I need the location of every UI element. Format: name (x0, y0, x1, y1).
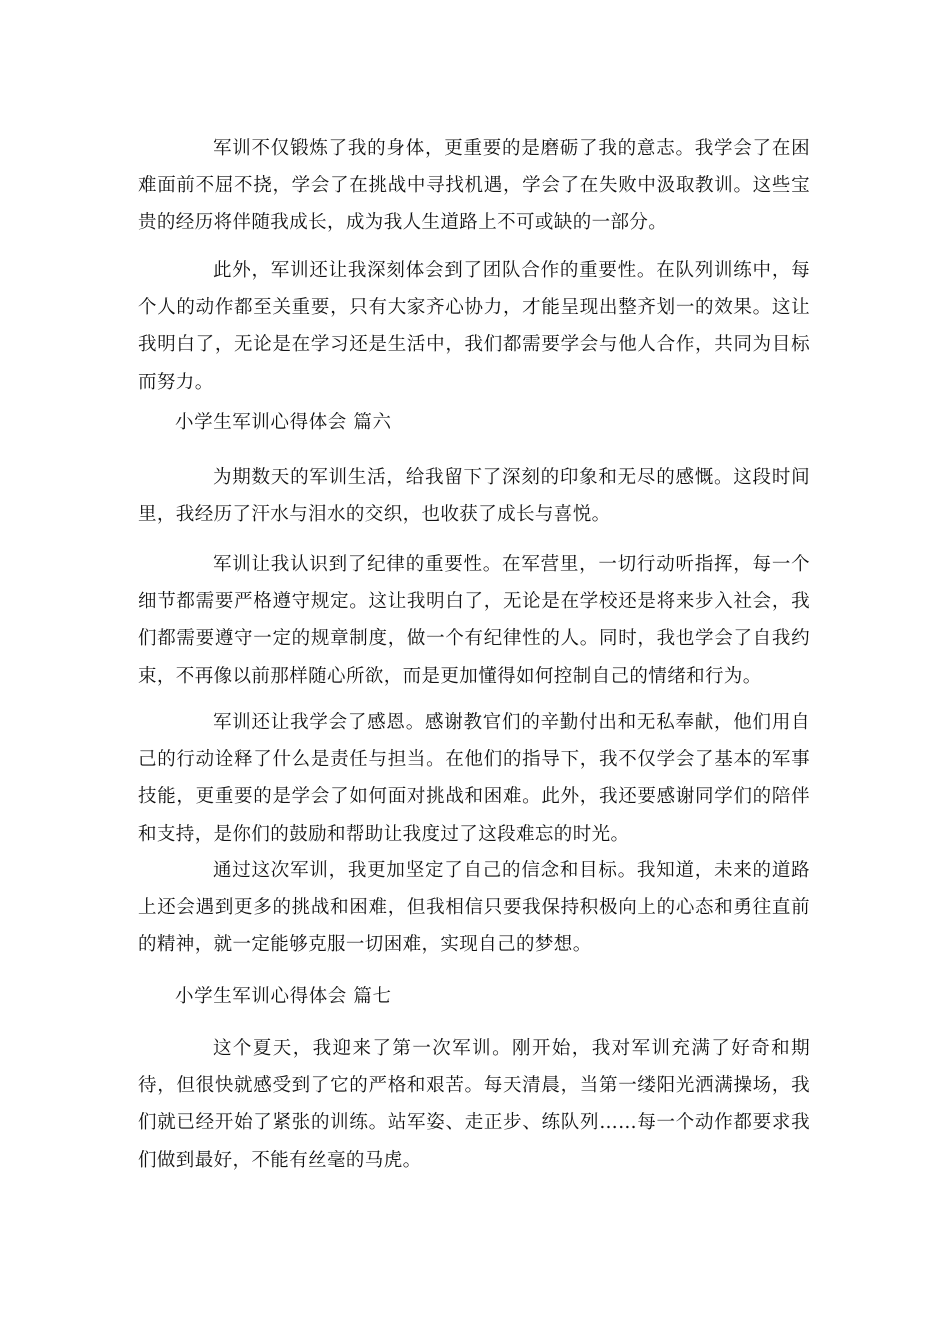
paragraph-first-training: 这个夏天，我迎来了第一次军训。刚开始，我对军训充满了好奇和期待，但很快就感受到了它的严格和艰苦。每天清晨，当第一缕阳光洒满操场，我们就已经开始了紧张的训练。站军姿、走正步、练队列……每一个动作都要求我们做到最好，不能有丝毫的马虎。 (138, 1038, 810, 1171)
paragraph-teamwork: 此外，军训还让我深刻体会到了团队合作的重要性。在队列训练中，每个人的动作都至关重要，只有大家齐心协力，才能呈现出整齐划一的效果。这让我明白了，无论是在学习还是生活中，我们都需要学会与他人合作，共同为目标而努力。 (138, 260, 810, 393)
section-heading-part-six: 小学生军训心得体会 篇六 (175, 412, 392, 433)
paragraph-impressions: 为期数天的军训生活，给我留下了深刻的印象和无尽的感慨。这段时间里，我经历了汗水与泪水的交织，也收获了成长与喜悦。 (138, 467, 810, 526)
paragraph-discipline: 军训让我认识到了纪律的重要性。在军营里，一切行动听指挥，每一个细节都需要严格遵守规定。这让我明白了，无论是在学校还是将来步入社会，我们都需要遵守一定的规章制度，做一个有纪律性的人。同时，我也学会了自我约束，不再像以前那样随心所欲，而是更加懂得如何控制自己的情绪和行为。 (138, 554, 810, 687)
paragraph-military-training-will: 军训不仅锻炼了我的身体，更重要的是磨砺了我的意志。我学会了在困难面前不屈不挠，学会了在挑战中寻找机遇，学会了在失败中汲取教训。这些宝贵的经历将伴随我成长，成为我人生道路上不可或缺的一部分。 (138, 138, 810, 234)
paragraph-gratitude: 军训还让我学会了感恩。感谢教官们的辛勤付出和无私奉献，他们用自己的行动诠释了什么是责任与担当。在他们的指导下，我不仅学会了基本的军事技能，更重要的是学会了如何面对挑战和困难。此外，我还要感谢同学们的陪伴和支持，是你们的鼓励和帮助让我度过了这段难忘的时光。 (138, 712, 810, 845)
section-heading-part-seven: 小学生军训心得体会 篇七 (175, 986, 392, 1007)
paragraph-belief-and-goals: 通过这次军训，我更加坚定了自己的信念和目标。我知道，未来的道路上还会遇到更多的挑战和困难，但我相信只要我保持积极向上的心态和勇往直前的精神，就一定能够克服一切困难，实现自己的梦想。 (138, 860, 810, 956)
